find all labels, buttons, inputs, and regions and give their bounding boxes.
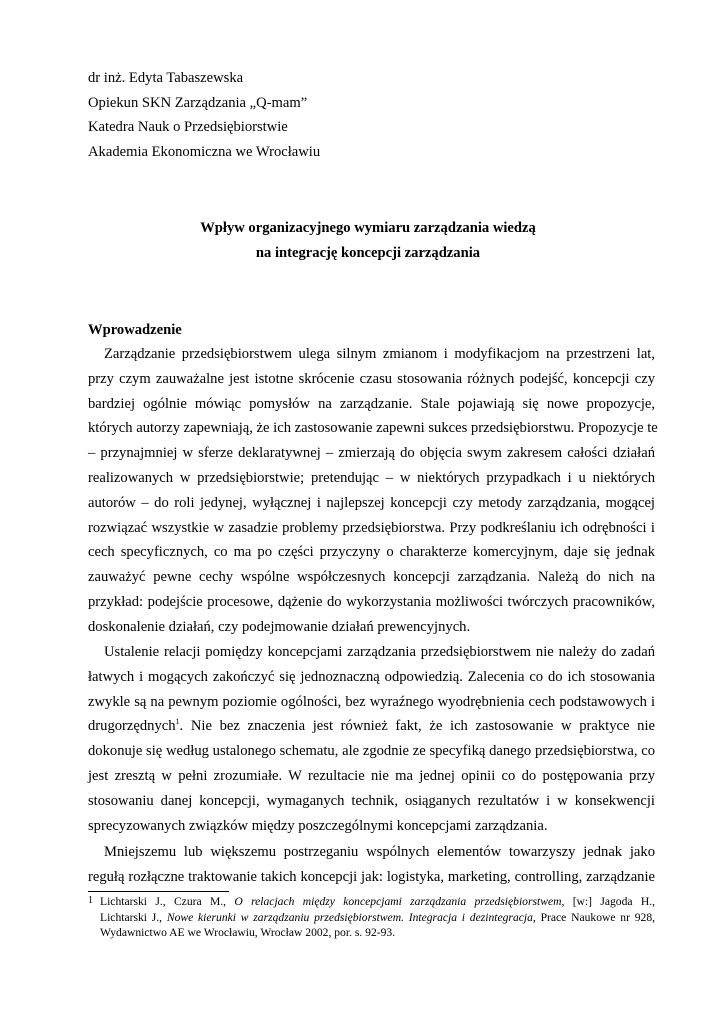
paragraph-line: jest zresztą w pełni zrozumiałe. W rezultacie nie ma jednej opinii co do postępowania przy — [88, 767, 655, 784]
paragraph-3 — [88, 840, 655, 890]
paragraph-line: regułą rozłączne traktowanie takich koncepcji jak: logistyka, marketing, controlling, zarządzanie — [88, 868, 655, 885]
footnote-line-2 — [88, 910, 655, 926]
footnote-reference[interactable]: 1 — [175, 717, 180, 727]
paragraph-line: stosowaniu danej koncepcji, wymaganych technik, osiąganych rezultatów i w konsekwencji — [88, 792, 655, 809]
footnote-separator — [88, 891, 229, 892]
paragraph-line: zwykle są na pewnym poziomie ogólności, bez wyraźnego wyodrębnienia cech podstawowych i — [88, 693, 655, 710]
paragraph-line: których autorzy zapewniają, że ich zastosowanie zapewni sukces przedsiębiorstwu. Propozycje te — [88, 420, 658, 437]
document-title — [88, 216, 648, 266]
paragraph-line: Ustalenie relacji pomiędzy koncepcjami zarządzania przedsiębiorstwem nie należy do zadań — [104, 644, 655, 660]
paragraph-line: przy czym zauważalne jest istotne skrócenie czasu stosowania różnych podejść, koncepcji czy — [88, 370, 655, 387]
paragraph-line: przykład: podejście procesowe, dążenie do wykorzystania możliwości twórczych pracowników, — [88, 593, 655, 610]
footnote-article-title: O relacjach między koncepcjami zarządzania przedsiębiorstwem, — [234, 895, 565, 908]
footnote-line-3: Wydawnictwo AE we Wrocławiu, Wrocław 2002, por. s. 92-93. — [100, 926, 396, 940]
line-start: drugorzędnych — [88, 718, 176, 735]
paragraph-line: Zarządzanie przedsiębiorstwem ulega silnym zmianom i modyfikacjom na przestrzeni lat, — [104, 346, 655, 362]
title-line-2: na integrację koncepcji zarządzania — [255, 245, 481, 261]
footnote-series: Prace Naukowe nr 928, — [535, 910, 656, 924]
footnote — [88, 894, 655, 941]
line-end: . Nie bez znaczenia jest również fakt, że ich zastosowanie w praktyce nie — [179, 718, 655, 735]
paragraph-line: sprecyzowanych związków między poszczególnymi koncepcjami zarządzania. — [88, 817, 548, 834]
paragraph-1 — [88, 342, 658, 640]
paragraph-2 — [88, 640, 655, 838]
paragraph-line: doskonalenie działań, czy podejmowanie działań prewencyjnych. — [88, 618, 471, 635]
author-department: Katedra Nauk o Przedsiębiorstwie — [88, 119, 288, 136]
paragraph-line-with-footnote — [88, 714, 655, 739]
paragraph-line: cech specyficznych, co ma po części przyczyny o charakterze komercyjnym, daje się jednak — [88, 544, 655, 561]
paragraph-line: – przynajmniej w sferze deklaratywnej – zmierzają do objęcia swym zakresem całości działań — [88, 445, 655, 462]
paragraph-line: łatwych i mogących zakończyć się jednoznaczną odpowiedzią. Zalecenia co do ich stosowania — [88, 668, 655, 685]
footnote-line-1 — [88, 894, 655, 910]
footnote-number: 1 — [88, 895, 93, 906]
footnote-book-title: Nowe kierunki w zarządzaniu przedsiębiorstwem. Integracja i dezintegracja, — [166, 910, 536, 924]
author-role: Opiekun SKN Zarządzania „Q-mam” — [88, 94, 308, 111]
paragraph-line: rozwiązać wszystkie w zasadzie problemy przedsiębiorstwa. Przy podkreślaniu ich odrębności i — [88, 519, 655, 536]
paragraph-line: zauważyć pewne cechy wspólne współczesnych koncepcji zarządzania. Należą do nich na — [88, 569, 655, 586]
paragraph-line: Mniejszemu lub większemu postrzeganiu wspólnych elementów towarzyszy jednak jako — [104, 844, 655, 860]
paragraph-line: autorów – do roli jedynej, wyłącznej i najlepszej koncepcji czy metody zarządzania, mogącej — [88, 494, 655, 511]
author-block — [88, 66, 320, 164]
paragraph-line: dokonuje się według ustalonego schematu, ale zgodnie ze specyfiką danego przedsiębiorstwa, co — [88, 743, 655, 760]
paragraph-line: realizowanych w przedsiębiorstwie; pretendując – w niektórych przypadkach i u niektórych — [88, 469, 655, 486]
paragraph-line: bardziej ogólnie mówiąc pomysłów na zarządzanie. Stale pojawiają się nowe propozycje, — [88, 395, 655, 412]
author-institution: Akademia Ekonomiczna we Wrocławiu — [88, 143, 321, 160]
section-heading: Wprowadzenie — [88, 322, 182, 338]
author-name: dr inż. Edyta Tabaszewska — [88, 70, 244, 86]
footnote-authors: Lichtarski J., Czura M., — [100, 895, 235, 908]
title-line-1: Wpływ organizacyjnego wymiaru zarządzania wiedzą — [200, 220, 536, 236]
footnote-editor: Lichtarski J., — [100, 910, 167, 924]
footnote-in: [w:] Jagoda H., — [564, 895, 656, 908]
